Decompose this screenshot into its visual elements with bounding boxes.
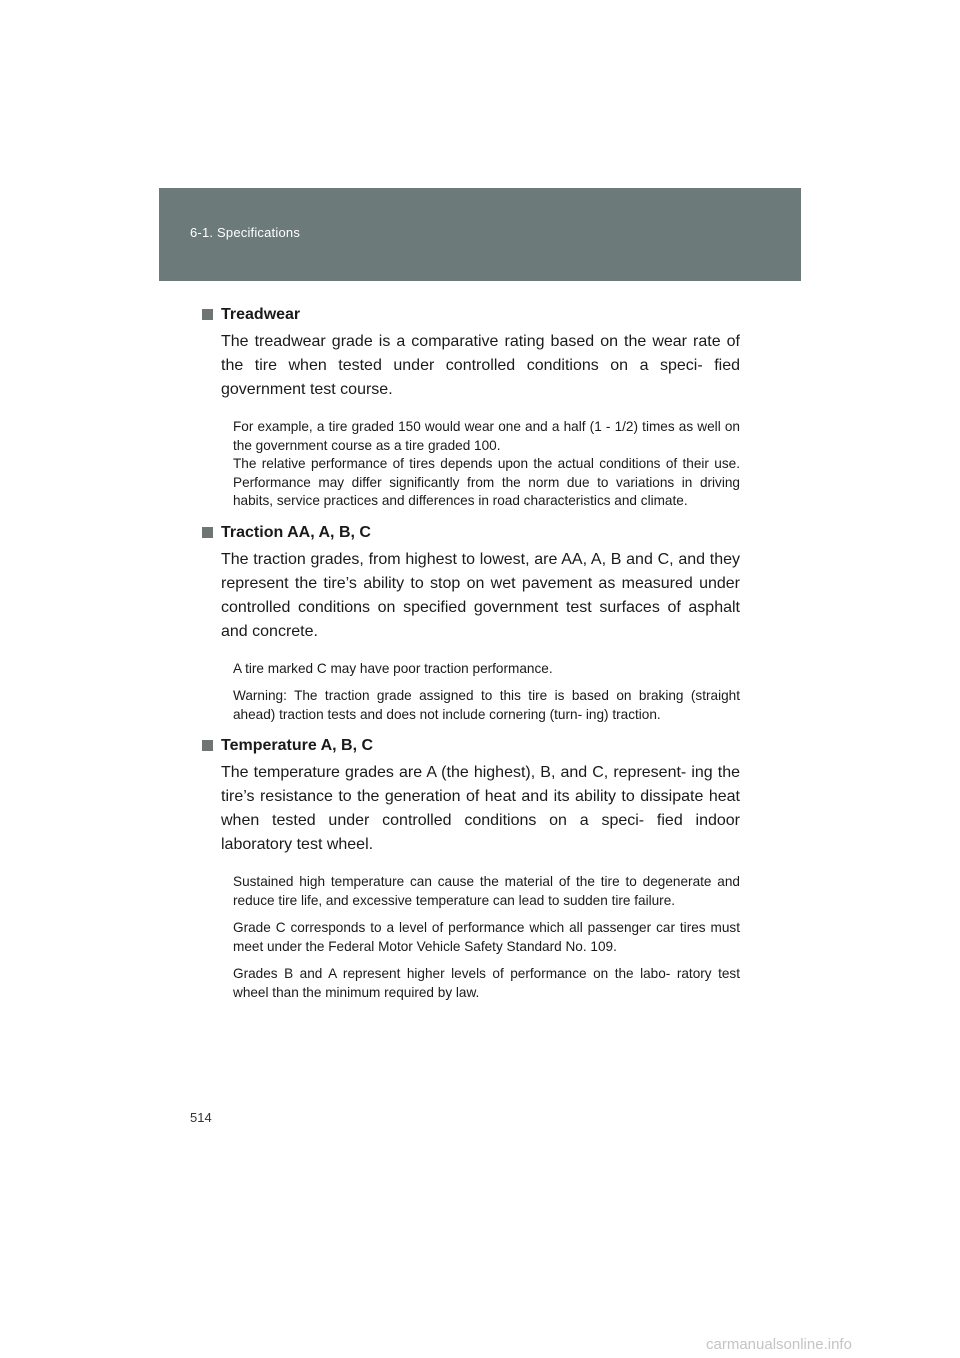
section-body: The traction grades, from highest to lowest, are AA, A, B and C, and they represent the tire’s ability to stop on wet pavement as measured under controlled conditions on specified government test surfaces of asphalt and concrete. — [221, 550, 740, 640]
square-bullet-icon — [202, 527, 213, 538]
section-treadwear — [221, 304, 740, 511]
note-text: Warning: The traction grade assigned to this tire is based on braking (straight ahead) traction tests and does not include cornering (turn- ing) traction. — [233, 688, 740, 722]
section-heading — [202, 304, 721, 326]
section-heading-text: Temperature A, B, C — [221, 737, 374, 754]
section-traction — [221, 522, 740, 725]
section-heading-text: Traction AA, A, B, C — [221, 523, 371, 541]
page-number: 514 — [190, 1110, 212, 1125]
note-text: The relative performance of tires depends upon the actual conditions of their use. Performance may differ significantly from the norm due to variations in driving habits, service practices and differences in road characteristics and climate. — [233, 456, 740, 508]
watermark-text: carmanualsonline.info — [706, 1336, 852, 1353]
section-breadcrumb: 6-1. Specifications — [190, 225, 301, 240]
section-body: The treadwear grade is a comparative rating based on the wear rate of the tire when tested under controlled conditions on a speci- fied government test course. — [221, 333, 740, 398]
section-temperature — [221, 735, 740, 1002]
page-content — [221, 304, 740, 1002]
section-body: The temperature grades are A (the highest), B, and C, represent- ing the tire’s resistance to the generation of heat and its ability to dissipate heat when tested under controlled conditions on a speci- fied indoor laboratory test wheel. — [221, 764, 740, 853]
note-text: Grade C corresponds to a level of performance which all passenger car tires must meet under the Federal Motor Vehicle Safety Standard No. 109. — [233, 920, 740, 954]
section-heading — [202, 522, 721, 544]
section-heading-text: Treadwear — [221, 306, 301, 323]
note-text: For example, a tire graded 150 would wear one and a half (1 - 1/2) times as well on the government course as a tire graded 100. — [233, 419, 740, 453]
section-heading — [202, 735, 721, 757]
note-group — [221, 873, 740, 1002]
note-text: A tire marked C may have poor traction performance. — [233, 660, 553, 676]
square-bullet-icon — [202, 740, 213, 751]
note-text: Sustained high temperature can cause the material of the tire to degenerate and reduce tire life, and excessive temperature can lead to sudden tire failure. — [233, 874, 740, 908]
note-group — [221, 660, 740, 725]
note-text: Grades B and A represent higher levels of performance on the labo- ratory test wheel than the minimum required by law. — [233, 966, 740, 1000]
square-bullet-icon — [202, 309, 213, 320]
note-group — [221, 418, 740, 511]
